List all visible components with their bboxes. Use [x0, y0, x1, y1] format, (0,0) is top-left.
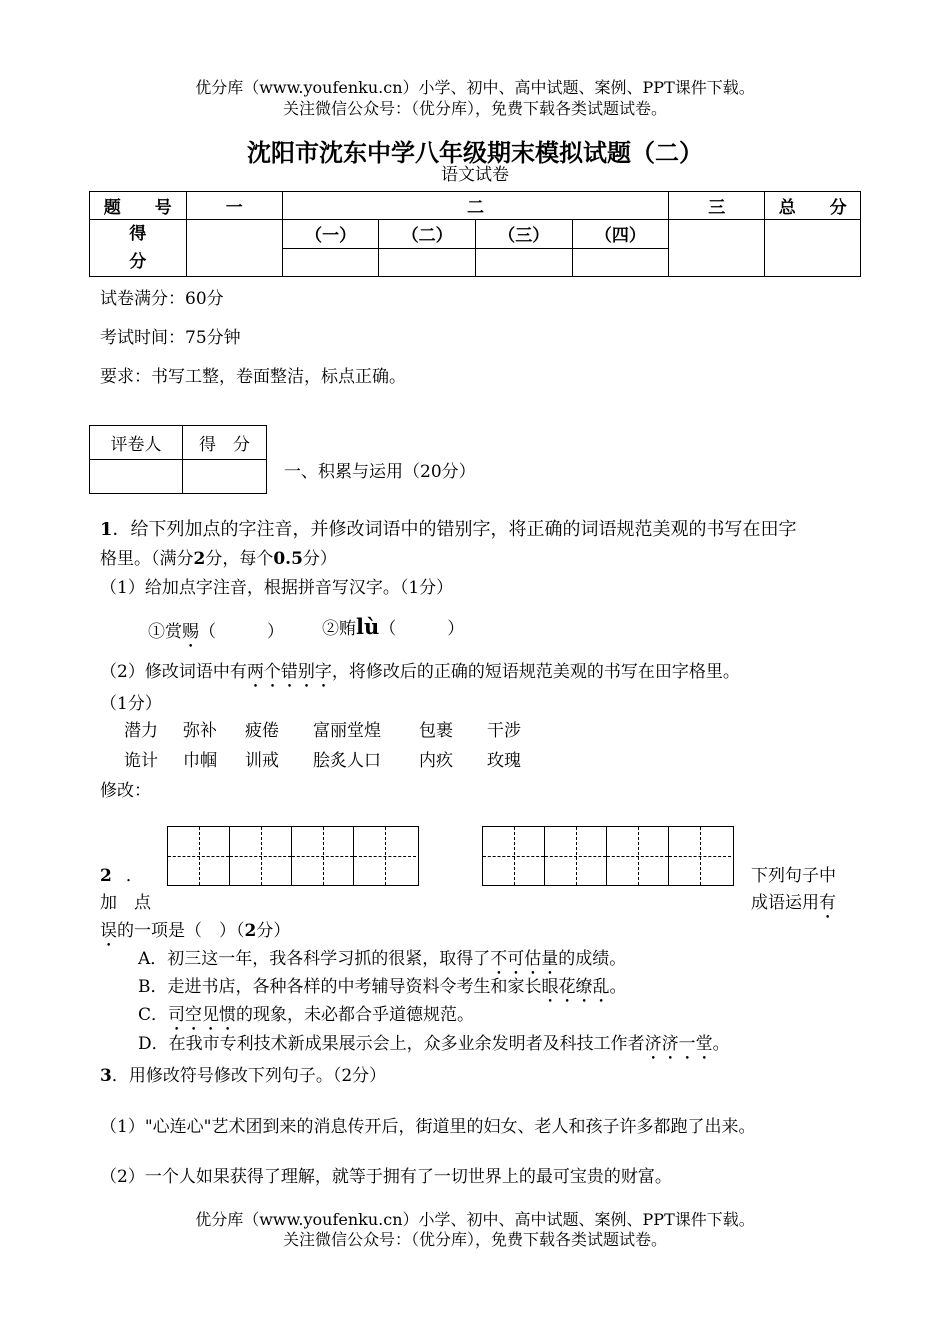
- grader-score-label: 得 分: [183, 426, 267, 460]
- q1-part1: （1）给加点字注音，根据拼音写汉字。（1分）: [100, 578, 454, 598]
- q1-item-a: ①赏赐（ ）: [148, 622, 284, 642]
- score-cell-2-4[interactable]: [572, 248, 669, 277]
- q2-lead: 加 点: [100, 893, 151, 913]
- q1-line2: 格里。（满分2分，每个0.5分）: [100, 549, 337, 569]
- q2-right-a: 下列句子中: [751, 866, 836, 886]
- q1-part2: （2）修改词语中有两个错别字，将修改后的正确的短语规范美观的书写在田字格里。: [100, 662, 740, 682]
- q3-stem: 3．用修改符号修改下列句子。（2分）: [100, 1066, 387, 1086]
- q2-right-b: 成语运用有: [751, 893, 836, 913]
- grader-score-cell[interactable]: [183, 460, 267, 494]
- grader-cell[interactable]: [90, 460, 183, 494]
- q3-sentence-2: （2）一个人如果获得了理解，就等于拥有了一切世界上的最可宝贵的财富。: [100, 1167, 672, 1187]
- q1-line1: 1．给下列加点的字注音，并修改词语中的错别字，将正确的词语规范美观的书写在田字: [100, 519, 797, 540]
- score-table: [89, 191, 861, 277]
- page-header-line1: 优分库（www.youfenku.cn）小学、初中、高中试题、案例、PPT课件下载。: [195, 78, 755, 97]
- score-col-label: 题 号: [90, 192, 187, 220]
- score-col-3: 三: [669, 192, 765, 220]
- requirement: 要求：书写工整，卷面整洁，标点正确。: [100, 367, 406, 387]
- score-sub-4: （四）: [572, 220, 669, 249]
- q2-option-d[interactable]: D．在我市专利技术新成果展示会上，众多业余发明者及科技工作者济济一堂。: [138, 1034, 730, 1054]
- q1-item-b: ②贿lù（ ）: [322, 614, 465, 639]
- q2-option-b[interactable]: B．走进书店，各种各样的中考辅导资料令考生和家长眼花缭乱。: [138, 977, 627, 997]
- q3-sentence-1: （1）"心连心"艺术团到来的消息传开后，街道里的妇女、老人和孩子许多都跑了出来。: [100, 1117, 756, 1137]
- score-col-2: 二: [282, 192, 668, 220]
- q1-part2-score: （1分）: [100, 694, 162, 714]
- answer-blank-a[interactable]: （ ）: [199, 622, 284, 642]
- tianzi-grid-2[interactable]: [482, 826, 734, 886]
- tianzi-grid-1[interactable]: [167, 826, 419, 886]
- q2-number: 2 ．: [100, 866, 143, 886]
- score-col-1: 一: [186, 192, 282, 220]
- grader-table: [89, 425, 267, 494]
- score-cell-2-3[interactable]: [475, 248, 572, 277]
- score-col-total: 总 分: [765, 192, 861, 220]
- score-cell-2-2[interactable]: [379, 248, 476, 277]
- grader-label: 评卷人: [90, 426, 183, 460]
- score-cell-1[interactable]: [186, 220, 282, 277]
- q2-option-a[interactable]: A．初三这一年，我各科学习抓的很紧，取得了不可估量的成绩。: [138, 949, 627, 969]
- page-footer-line1: 优分库（www.youfenku.cn）小学、初中、高中试题、案例、PPT课件下载。: [195, 1210, 755, 1229]
- score-row-label: 得 分: [90, 220, 187, 277]
- score-cell-total[interactable]: [765, 220, 861, 277]
- q2-option-c[interactable]: C．司空见惯的现象，未必都合乎道德规范。: [138, 1005, 475, 1025]
- page-footer-line2: 关注微信公众号：（优分库），免费下载各类试题试卷。: [282, 1230, 667, 1249]
- exam-time: 考试时间：75分钟: [100, 328, 241, 348]
- score-cell-2-1[interactable]: [282, 248, 379, 277]
- exam-subtitle: 语文试卷: [441, 165, 509, 185]
- score-cell-3[interactable]: [669, 220, 765, 277]
- q2-stem: 误的一项是（ ）（2分）: [100, 921, 291, 941]
- section-1-heading: 一、积累与运用（20分）: [284, 462, 476, 482]
- exam-title: 沈阳市沈东中学八年级期末模拟试题（二）: [247, 139, 703, 167]
- score-sub-3: （三）: [475, 220, 572, 249]
- page-header-line2: 关注微信公众号：（优分库），免费下载各类试题试卷。: [282, 99, 667, 118]
- answer-blank-b[interactable]: （ ）: [379, 619, 465, 639]
- full-score: 试卷满分：60分: [100, 289, 224, 309]
- score-sub-2: （二）: [379, 220, 476, 249]
- fix-label: 修改：: [100, 781, 151, 801]
- score-sub-1: （一）: [282, 220, 379, 249]
- word-list: 潜力 弥补 疲倦 富丽堂煌 包裹 干涉 诡计 巾帼 训戒 脍炙人口 内疚 玫瑰: [124, 721, 521, 771]
